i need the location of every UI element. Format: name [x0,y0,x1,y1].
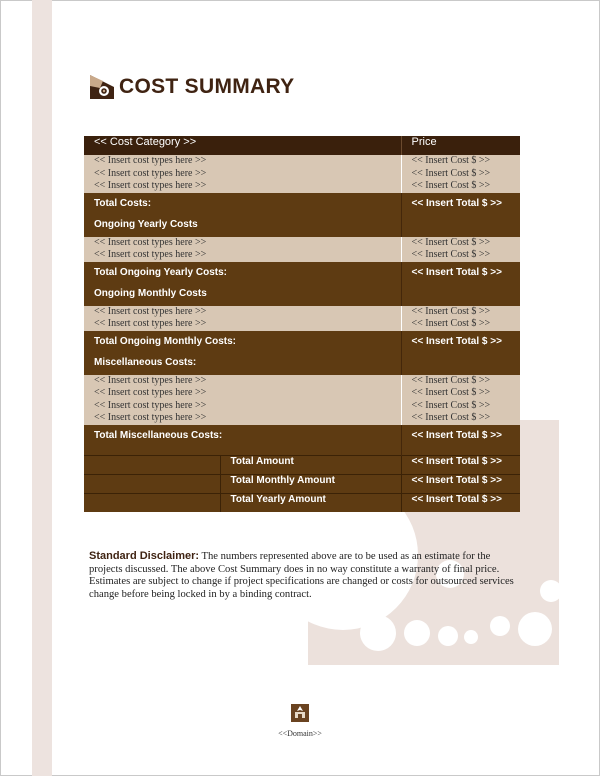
cost-type-item: << Insert cost types here >> [94,399,207,411]
grand-total-spacer [84,455,220,474]
section-label: Ongoing Monthly Costs [94,287,207,299]
cost-price-item: << Insert Cost $ >> [411,318,491,329]
cost-price-item: << Insert Cost $ >> [411,155,491,166]
disclaimer-text: The numbers represented above are to be used as an estimate for the projects discussed. The above Cost Summary does in no way constitute a warranty of final price. Estimates are subject to change if project specifications are changed or costs for outsourced services change before being locked in by a binding contract. [89,551,514,600]
page-title: COST SUMMARY [119,75,295,98]
subtotal-row [84,193,520,237]
cost-price-list [401,237,520,262]
subtotal-value: << Insert Total $ >> [411,266,502,278]
grand-total-value: << Insert Total $ >> [401,493,520,512]
subtotal-row [84,331,520,375]
grand-total-value: << Insert Total $ >> [401,474,520,493]
grand-total-row [84,474,520,493]
decorative-circle [518,612,552,646]
cost-items-row [84,306,520,331]
subtotal-cell [84,193,401,237]
camera-logo-icon [89,74,115,100]
subtotal-value-cell [401,193,520,237]
subtotal-row [84,425,520,456]
table-header-row [84,136,520,155]
grand-total-row [84,455,520,474]
subtotal-value-cell [401,262,520,306]
decorative-circle [360,615,396,651]
grand-total-spacer [84,493,220,512]
cost-price-item: << Insert Cost $ >> [411,412,491,423]
subtotal-row [84,262,520,306]
cost-type-item: << Insert cost types here >> [94,305,207,317]
subtotal-label: Total Ongoing Monthly Costs: [94,335,237,347]
decorative-circle [540,580,559,602]
cost-price-item: << Insert Cost $ >> [411,399,491,411]
decorative-circle [490,616,510,636]
cost-price-item: << Insert Cost $ >> [411,180,491,191]
subtotal-cell [84,425,401,456]
subtotal-cell [84,331,401,375]
subtotal-label: Total Costs: [94,197,152,209]
column-header-category: << Cost Category >> [84,136,401,155]
cost-type-item: << Insert cost types here >> [94,180,207,191]
subtotal-label: Total Miscellaneous Costs: [94,429,223,441]
cost-price-item: << Insert Cost $ >> [411,387,491,398]
cost-price-item: << Insert Cost $ >> [411,236,491,248]
section-label: Miscellaneous Costs: [94,356,197,368]
cost-items-row [84,155,520,193]
decorative-circle [464,630,478,644]
grand-total-row [84,493,520,512]
cost-items-row [84,375,520,425]
subtotal-value-cell [401,331,520,375]
cost-type-item: << Insert cost types here >> [94,412,207,423]
cost-items-row [84,237,520,262]
subtotal-cell [84,262,401,306]
cost-type-item: << Insert cost types here >> [94,249,207,260]
grand-total-label: Total Amount [220,455,401,474]
grand-total-label: Total Yearly Amount [220,493,401,512]
cost-summary-table [84,136,520,512]
domain-text: <<Domain>> [278,729,322,738]
grand-total-value: << Insert Total $ >> [401,455,520,474]
cost-type-list [84,306,401,331]
cost-price-item: << Insert Cost $ >> [411,249,491,260]
cost-type-list [84,237,401,262]
column-header-price: Price [401,136,520,155]
cost-type-list [84,155,401,193]
cost-price-item: << Insert Cost $ >> [411,374,491,386]
cost-type-item: << Insert cost types here >> [94,155,207,166]
decorative-circle [438,626,458,646]
disclaimer [89,550,514,601]
decorative-left-stripe [32,0,52,776]
page-header [89,73,295,101]
grand-total-label: Total Monthly Amount [220,474,401,493]
cost-price-list [401,155,520,193]
emblem-icon [290,703,310,723]
cost-type-item: << Insert cost types here >> [94,236,207,248]
cost-type-item: << Insert cost types here >> [94,387,207,398]
subtotal-label: Total Ongoing Yearly Costs: [94,266,227,278]
cost-price-list [401,306,520,331]
grand-total-spacer [84,474,220,493]
subtotal-value: << Insert Total $ >> [411,429,502,441]
cost-type-item: << Insert cost types here >> [94,167,207,179]
decorative-circle [404,620,430,646]
cost-price-list [401,375,520,425]
cost-type-item: << Insert cost types here >> [94,374,207,386]
page-footer [270,703,330,741]
cost-type-list [84,375,401,425]
cost-type-item: << Insert cost types here >> [94,318,207,329]
disclaimer-heading: Standard Disclaimer: [89,550,200,562]
section-label: Ongoing Yearly Costs [94,218,198,230]
cost-price-item: << Insert Cost $ >> [411,305,491,317]
subtotal-value: << Insert Total $ >> [411,197,502,209]
subtotal-value-cell [401,425,520,456]
subtotal-value: << Insert Total $ >> [411,335,502,347]
cost-price-item: << Insert Cost $ >> [411,167,491,179]
